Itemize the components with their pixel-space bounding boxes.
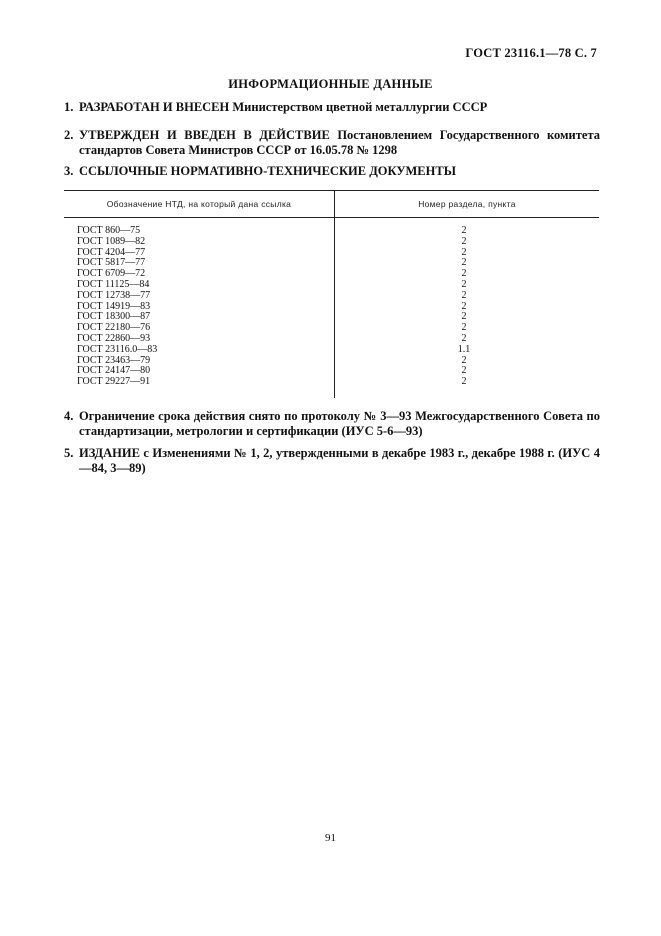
section-number: 2 (461, 225, 467, 236)
table-row (64, 237, 599, 248)
ntd-designation: ГОСТ 29227—91 (77, 376, 151, 388)
item-heading: РАЗРАБОТАН И ВНЕСЕН (79, 100, 230, 114)
ntd-designation: ГОСТ 12738—77 (77, 289, 151, 301)
ntd-designation: ГОСТ 11125—84 (77, 278, 150, 290)
section-number: 2 (461, 376, 467, 388)
section-number: 2 (461, 289, 467, 301)
table-header-document: Обозначение НТД, на который дана ссылка (106, 199, 292, 209)
table-row (64, 291, 599, 302)
item-number: 4. (64, 409, 74, 423)
item-number: 3. (64, 164, 74, 178)
ntd-designation: ГОСТ 6709—72 (77, 268, 146, 280)
page-title: ИНФОРМАЦИОННЫЕ ДАННЫЕ (228, 77, 433, 91)
table-header-section: Номер раздела, пункта (418, 199, 516, 209)
table-top-rule (64, 190, 599, 191)
section-number: 2 (461, 300, 467, 312)
ntd-designation: ГОСТ 860—75 (77, 225, 141, 236)
page-number: 91 (325, 832, 336, 844)
page-header-code: ГОСТ 23116.1—78 С. 7 (465, 46, 597, 60)
reference-documents-table (64, 190, 599, 398)
table-rows (64, 226, 599, 388)
table-row (64, 345, 599, 356)
table-row (64, 377, 599, 388)
info-item-4 (64, 409, 600, 438)
item-number: 2. (64, 128, 74, 142)
section-number: 1.1 (457, 343, 471, 355)
item-heading: ССЫЛОЧНЫЕ НОРМАТИВНО-ТЕХНИЧЕСКИЕ ДОКУМЕНТЫ (79, 164, 456, 178)
ntd-designation: ГОСТ 14919—83 (77, 300, 151, 312)
ntd-designation: ГОСТ 22860—93 (77, 332, 151, 344)
info-item-2 (64, 128, 600, 157)
section-number: 2 (461, 278, 467, 290)
section-number: 2 (461, 354, 467, 366)
section-number: 2 (461, 365, 467, 377)
section-number: 2 (461, 311, 467, 323)
ntd-designation: ГОСТ 23116.0—83 (77, 343, 158, 355)
item-text: с Изменениями № 1, 2, утвержденными в декабре 1983 г., декабре 1988 г. (ИУС 4—84, 3—89) (79, 446, 600, 475)
ntd-designation: ГОСТ 18300—87 (77, 311, 151, 323)
info-item-3 (64, 164, 600, 179)
item-number: 5. (64, 446, 74, 460)
section-number: 2 (461, 246, 467, 258)
section-number: 2 (461, 257, 467, 269)
item-text: Министерством цветной металлургии СССР (229, 100, 488, 114)
section-number: 2 (461, 235, 467, 247)
section-number: 2 (461, 322, 467, 334)
item-heading: ИЗДАНИЕ (79, 446, 140, 460)
item-heading: УТВЕРЖДЕН И ВВЕДЕН В ДЕЙСТВИЕ (79, 128, 330, 142)
ntd-designation: ГОСТ 23463—79 (77, 354, 151, 366)
ntd-designation: ГОСТ 5817—77 (77, 257, 146, 269)
info-item-1 (64, 100, 600, 115)
table-header-rule (64, 217, 599, 218)
item-text: Постановлением Государственного комитета стандартов Совета Министров СССР от 16.05.78 № 1298 (79, 128, 600, 157)
ntd-designation: ГОСТ 4204—77 (77, 246, 146, 258)
ntd-designation: ГОСТ 1089—82 (77, 235, 146, 247)
section-number: 2 (461, 332, 467, 344)
info-item-5 (64, 446, 600, 475)
ntd-designation: ГОСТ 22180—76 (77, 322, 151, 334)
item-number: 1. (64, 100, 74, 114)
section-number: 2 (461, 268, 467, 280)
ntd-designation: ГОСТ 24147—80 (77, 365, 151, 377)
item-text: Ограничение срока действия снято по протоколу № 3—93 Межгосударственного Совета по стандартизации, метрологии и сертификации (ИУС 5-6—93) (79, 409, 600, 438)
